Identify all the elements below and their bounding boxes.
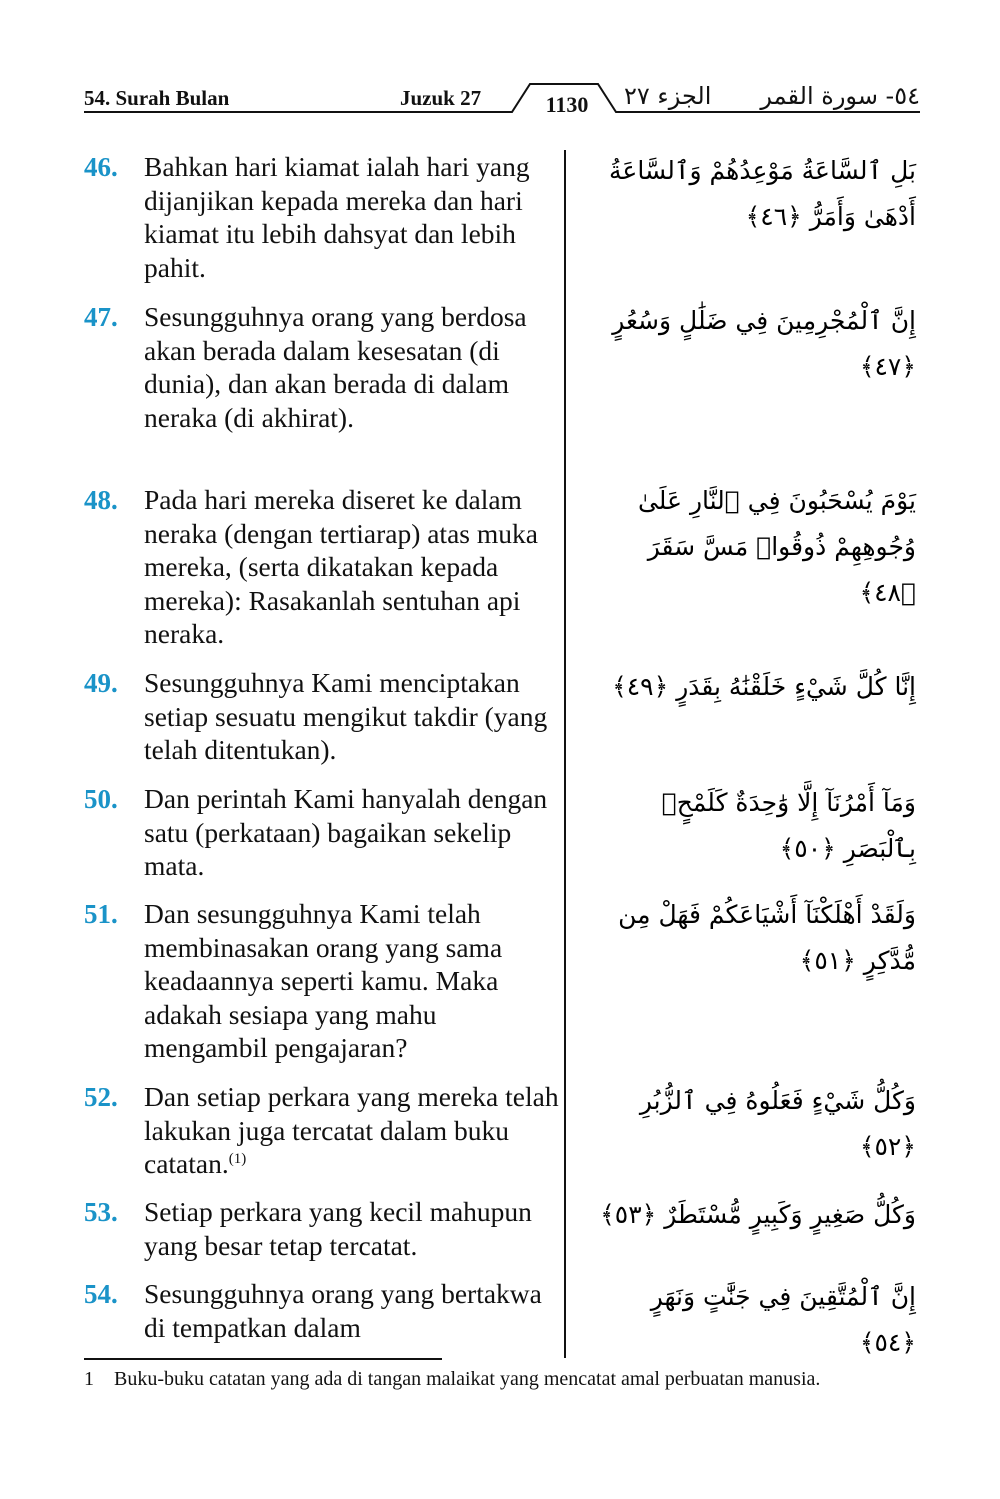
verse-48-arabic: يَوْمَ يُسْحَبُونَ فِي ٱلنَّارِ عَلَىٰ وُجُوهِهِمْ ذُوقُوا۟ مَسَّ سَقَرَ ﴿٤٨﴾ (637, 486, 916, 607)
verse-translation (144, 1080, 564, 1181)
juz-label-en: Juzuk 27 (400, 86, 482, 110)
verse-47-arabic: إِنَّ ٱلْمُجْرِمِينَ فِي ضَلَٰلٍ وَسُعُرٍ ﴿٤٧﴾ (612, 306, 916, 381)
verse-number: 47. (84, 302, 118, 332)
juz-label-ar: الجزء ٢٧ (624, 82, 712, 110)
verse-53-arabic: وَكُلُّ صَغِيرٍ وَكَبِيرٍ مُّسْتَطَرٌ ﴿٥٣﴾ (600, 1200, 916, 1229)
page-header (84, 70, 920, 130)
verse-number: 50. (84, 784, 118, 814)
verse-50-arabic: وَمَآ أَمْرُنَآ إِلَّا وَٰحِدَةٌ كَلَمْحٍۭ بِٱلْبَصَرِ ﴿٥٠﴾ (661, 788, 916, 863)
column-divider (564, 150, 566, 1358)
verse-52-arabic: وَكُلُّ شَيْءٍ فَعَلُوهُ فِي ٱلزُّبُرِ ﴿٥٢﴾ (639, 1086, 916, 1161)
verse-number: 54. (84, 1279, 118, 1309)
verse-translation: Setiap perkara yang kecil mahupun yang besar tetap tercatat. (144, 1196, 532, 1261)
verse-translation: Sesungguhnya orang yang bertakwa di tempatkan dalam (144, 1278, 542, 1343)
verse-54-arabic: إِنَّ ٱلْمُتَّقِينَ فِي جَنَّٰتٍ وَنَهَرٍ ﴿٥٤﴾ (650, 1282, 916, 1357)
verse-translation: Sesungguhnya orang yang berdosa akan berada dalam kesesatan (di dunia), dan akan berada di dalam neraka (di akhirat). (144, 301, 527, 433)
verse-51-arabic: وَلَقَدْ أَهْلَكْنَآ أَشْيَاعَكُمْ فَهَلْ مِن مُّدَّكِرٍ ﴿٥١﴾ (618, 900, 916, 975)
verse-number: 51. (84, 899, 118, 929)
surah-title-ar: ٥٤- سورة القمر (760, 82, 920, 110)
verse-number: 52. (84, 1082, 118, 1112)
verse-number: 49. (84, 668, 118, 698)
verse-number: 46. (84, 152, 118, 182)
verse-translation: Dan sesungguhnya Kami telah membinasakan orang yang sama keadaannya seperti kamu. Maka adakah sesiapa yang mahu mengambil pengajaran? (144, 898, 503, 1064)
verse-translation: Sesungguhnya Kami menciptakan setiap sesuatu mengikut takdir (yang telah ditentukan). (144, 667, 548, 766)
footnote-rule (84, 1358, 442, 1360)
page-number: 1130 (545, 92, 589, 117)
verse-46-arabic: بَلِ ٱلسَّاعَةُ مَوْعِدُهُمْ وَٱلسَّاعَةُ أَدْهَىٰ وَأَمَرُّ ﴿٤٦﴾ (609, 156, 916, 231)
footnote-ref[interactable]: (1) (228, 1151, 247, 1168)
verse-number: 48. (84, 485, 118, 515)
verse-49-arabic: إِنَّا كُلَّ شَيْءٍ خَلَقْنَٰهُ بِقَدَرٍ ﴿٤٩﴾ (612, 672, 916, 701)
verse-translation-text: Dan setiap perkara yang mereka telah lakukan juga tercatat dalam buku catatan. (144, 1081, 559, 1180)
verse-translation: Dan perintah Kami hanyalah dengan satu (perkataan) bagaikan sekelip mata. (144, 783, 548, 882)
verse-number: 53. (84, 1197, 118, 1227)
verse-translation: Bahkan hari kiamat ialah hari yang dijanjikan kepada mereka dan hari kiamat itu lebih dahsyat dan lebih pahit. (144, 151, 530, 283)
surah-title-en: 54. Surah Bulan (84, 86, 230, 110)
verse-translation: Pada hari mereka diseret ke dalam neraka (dengan tertiarap) atas muka mereka, (serta dikatakan kepada mereka): Rasakanlah sentuhan api neraka. (144, 484, 538, 650)
footnote-number: 1 (84, 1368, 94, 1390)
footnote-text: Buku-buku catatan yang ada di tangan malaikat yang mencatat amal perbuatan manusia. (114, 1368, 821, 1390)
